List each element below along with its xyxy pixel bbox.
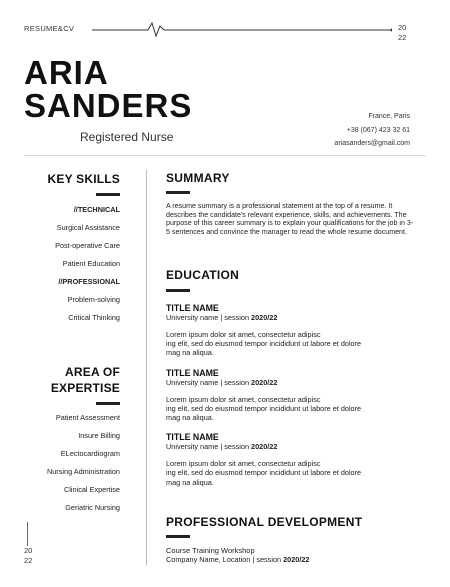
skill-item: Problem-solving (67, 295, 120, 304)
education-sub (166, 378, 428, 387)
contact-email: ariasanders@gmail.com (334, 140, 410, 147)
education-desc-line: Lorem ipsum dolor sit amet, consectetur adipisc (166, 330, 321, 339)
key-skills-bar (96, 193, 120, 196)
education-sub-prefix: University name | session (166, 442, 252, 452)
expertise-item: ELectocardiogram (60, 449, 120, 458)
education-title: TITLE NAME (166, 432, 219, 443)
education-title: TITLE NAME (166, 303, 219, 313)
education-desc-line: Lorem ipsum dolor sit amet, consectetur adipisc (166, 394, 321, 404)
skill-item: Patient Education (62, 259, 120, 268)
summary-bar (166, 191, 190, 194)
first-name: ARIA (24, 54, 109, 91)
education-list (166, 303, 428, 487)
expertise-item: Geriatric Nursing (65, 503, 120, 512)
year-top-line1: 20 (398, 23, 407, 32)
education-bar (166, 289, 190, 292)
education-title: EDUCATION (166, 268, 240, 282)
education-desc-line: ing elit, sed do eiusmod tempor incididunt ut labore et dolore (166, 468, 362, 478)
expertise-title-line2: EXPERTISE (50, 381, 120, 395)
professional-title: PROFESSIONAL DEVELOPMENT (166, 515, 363, 529)
skill-item: Post-operative Care (55, 241, 120, 250)
year-bottom-line2: 22 (24, 556, 33, 565)
professional-bar (166, 535, 190, 538)
expertise-item: Clinical Expertise (64, 485, 120, 494)
summary-title: SUMMARY (166, 171, 230, 185)
expertise-item: Insure Billing (78, 431, 120, 440)
education-year: 2020/22 (251, 377, 278, 387)
professional-entry-year: 2020/22 (283, 555, 310, 564)
education-desc-line: Lorem ipsum dolor sit amet, consectetur adipisc (166, 459, 321, 469)
key-skills-list (24, 201, 120, 327)
education-entry (166, 303, 428, 358)
education-entry (166, 432, 428, 487)
key-skills-section (24, 171, 120, 327)
education-year: 2020/22 (251, 313, 278, 322)
education-section (166, 268, 428, 487)
footer-line (27, 522, 28, 546)
education-desc-line: mag na aliqua. (166, 348, 214, 358)
education-year: 2020/22 (251, 442, 278, 452)
header-divider (24, 155, 426, 156)
year-bottom (24, 546, 32, 566)
education-sub-prefix: University name | session (166, 313, 252, 322)
year-bottom-line1: 20 (24, 546, 33, 555)
skill-item: //TECHNICAL (73, 205, 120, 214)
last-name: SANDERS (24, 87, 193, 124)
contact-phone: +38 (067) 423 32 61 (346, 126, 410, 134)
education-title: TITLE NAME (166, 367, 219, 378)
expertise-list (24, 409, 120, 517)
year-top (398, 23, 406, 43)
education-desc-line: ing elit, sed do eiusmod tempor incididunt ut labore et dolore (166, 403, 362, 413)
skill-item: //PROFESSIONAL (58, 277, 120, 286)
contact-location: France, Paris (368, 113, 410, 120)
expertise-item: Patient Assessment (55, 413, 120, 422)
expertise-section (24, 364, 120, 517)
education-entry (166, 368, 428, 423)
job-role: Registered Nurse (80, 130, 174, 144)
education-sub (166, 313, 428, 322)
professional-entry-title: Course Training Workshop (166, 546, 255, 555)
education-desc-line: mag na aliqua. (166, 477, 214, 487)
expertise-bar (96, 402, 120, 405)
education-desc-line: mag na aliqua. (166, 413, 214, 423)
summary-text: A resume summary is a professional statement at the top of a resume. It describes the candidate's relevant experience, skills, and achievements. The purpose of this career summary is to explain your qualifications for the job in 3-5 sentences and convince the manager to read the whole resume document. (166, 202, 414, 236)
professional-entry-sub-prefix: Company Name, Location | session (166, 555, 284, 564)
expertise-title-line1: AREA OF (65, 365, 120, 379)
contact-block (334, 110, 410, 151)
column-divider (146, 170, 147, 565)
heartbeat-line-icon (92, 20, 392, 38)
professional-section (166, 515, 428, 564)
expertise-item: Nursing Administration (46, 467, 120, 476)
education-sub-prefix: University name | session (166, 377, 252, 387)
brand-label: RESUME&CV (24, 24, 75, 33)
skill-item: Surgical Assistance (56, 223, 120, 232)
skill-item: Critical Thinking (68, 313, 120, 322)
key-skills-title: KEY SKILLS (47, 172, 120, 186)
education-sub (166, 442, 428, 451)
education-desc-line: ing elit, sed do eiusmod tempor incididunt ut labore et dolore (166, 339, 362, 349)
candidate-name (24, 56, 192, 122)
professional-entry-sub (166, 555, 428, 564)
summary-section (166, 171, 428, 236)
year-top-line2: 22 (398, 33, 407, 42)
